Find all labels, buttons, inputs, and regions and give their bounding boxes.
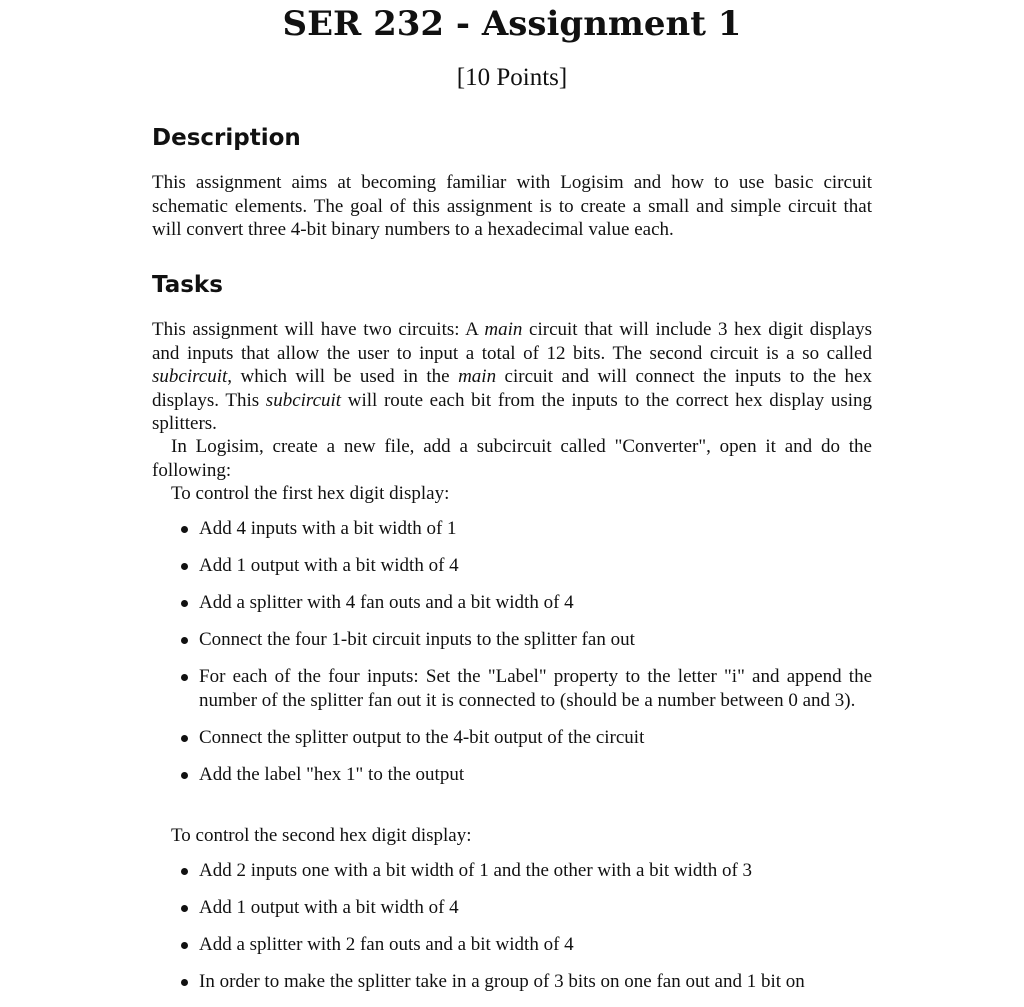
list-item-text: Add a splitter with 2 fan outs and a bit width of 4 bbox=[199, 934, 574, 955]
list-item-text: Connect the four 1-bit circuit inputs to the splitter fan out bbox=[199, 629, 635, 650]
logisim-instructions-paragraph: In Logisim, create a new file, add a subcircuit called "Converter", open it and do the following: bbox=[152, 436, 872, 481]
list-item bbox=[152, 763, 872, 787]
list-item bbox=[152, 554, 872, 578]
intro-main-term-1: main bbox=[484, 319, 523, 340]
bullet-icon bbox=[181, 600, 188, 607]
list-item-text: Add the label "hex 1" to the output bbox=[199, 763, 465, 785]
description-heading: Description bbox=[152, 125, 301, 151]
list-item-text: Add a splitter with 4 fan outs and a bit width of 4 bbox=[199, 592, 574, 613]
bullet-icon bbox=[181, 979, 188, 986]
first-display-lead: To control the first hex digit display: bbox=[171, 483, 450, 504]
list-item-text: In order to make the splitter take in a group of 3 bits on one fan out and 1 bit on bbox=[199, 971, 805, 992]
first-display-steps-list bbox=[152, 517, 872, 800]
intro-text-3: , which will be used in the bbox=[227, 366, 459, 387]
second-display-lead: To control the second hex digit display: bbox=[171, 825, 472, 846]
document-title: SER 232 - Assignment 1 bbox=[282, 4, 742, 44]
list-item bbox=[152, 726, 872, 750]
intro-subcircuit-term-1: subcircuit bbox=[152, 366, 228, 387]
bullet-icon bbox=[181, 735, 188, 742]
list-item-text: Add 1 output with a bit width of 4 bbox=[199, 555, 459, 576]
list-item bbox=[152, 665, 872, 712]
bullet-icon bbox=[181, 942, 188, 949]
document-subtitle: [10 Points] bbox=[456, 64, 568, 91]
intro-text-1: This assignment will have two circuits: A bbox=[152, 319, 485, 340]
list-item bbox=[152, 970, 872, 994]
bullet-icon bbox=[181, 563, 188, 570]
list-item-text: Add 2 inputs one with a bit width of 1 and the other with a bit width of 3 bbox=[199, 860, 753, 881]
second-display-steps-list bbox=[152, 859, 872, 1007]
bullet-icon bbox=[181, 526, 188, 533]
intro-subcircuit-term-2: subcircuit bbox=[265, 389, 342, 411]
list-item bbox=[152, 859, 872, 883]
description-paragraph: This assignment aims at becoming familiar with Logisim and how to use basic circuit schematic elements. The goal of this assignment is to create a small and simple circuit that will convert three 4-bit binary numbers to a hexadecimal value each. bbox=[152, 172, 872, 240]
list-item bbox=[152, 591, 872, 615]
list-item-text: Add 4 inputs with a bit width of 1 bbox=[199, 518, 457, 539]
list-item bbox=[152, 933, 872, 957]
list-item bbox=[152, 628, 872, 652]
bullet-icon bbox=[181, 868, 188, 875]
tasks-heading: Tasks bbox=[152, 272, 223, 298]
intro-text-5: will route each bit from the inputs to the correct hex display using splitters. bbox=[152, 389, 872, 434]
list-item-text: Connect the splitter output to the 4-bit output of the circuit bbox=[199, 726, 645, 748]
list-item bbox=[152, 896, 872, 920]
list-item bbox=[152, 517, 872, 541]
bullet-icon bbox=[181, 905, 188, 912]
intro-main-term-2: main bbox=[458, 366, 497, 387]
bullet-icon bbox=[181, 637, 188, 644]
intro-text-2: circuit that will include 3 hex digit displays and inputs that allow the user to input a total of 12 bits. The second circuit is a so called bbox=[152, 319, 872, 364]
bullet-icon bbox=[181, 674, 188, 681]
list-item-text: For each of the four inputs: Set the "Label" property to the letter "i" and append the number of the splitter fan out it is connected to (should be a number between 0 and 3). bbox=[199, 666, 872, 711]
tasks-intro-paragraph bbox=[152, 318, 872, 436]
bullet-icon bbox=[181, 772, 188, 779]
list-item-text: Add 1 output with a bit width of 4 bbox=[199, 897, 459, 918]
intro-text-4: circuit and will connect the inputs to the hex displays. This bbox=[152, 366, 872, 411]
